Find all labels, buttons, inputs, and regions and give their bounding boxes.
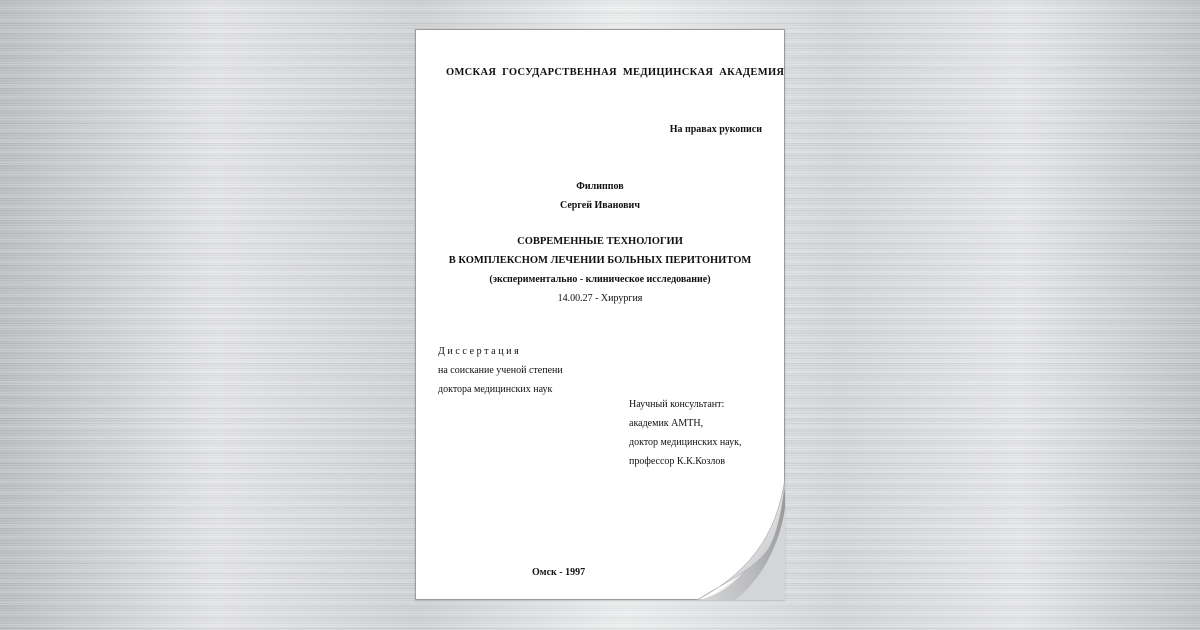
specialty-code: 14.00.27 - Хирургия xyxy=(557,293,643,304)
city-year: Омск - 1997 xyxy=(532,567,586,578)
dissertation-title-line-2: В КОМПЛЕКСНОМ ЛЕЧЕНИИ БОЛЬНЫХ ПЕРИТОНИТОМ xyxy=(448,255,752,266)
advisor-heading: Научный консультант: xyxy=(629,399,725,410)
author-surname: Филиппов xyxy=(576,181,624,192)
author-name: Сергей Иванович xyxy=(560,200,640,211)
advisor-title: академик АМТН, xyxy=(629,418,704,429)
advisor-name: профессор К.К.Козлов xyxy=(629,456,726,467)
dissertation-label: Диссертация xyxy=(438,346,522,357)
degree-line-1: на соискание ученой степени xyxy=(438,365,563,376)
institution-name: ОМСКАЯ ГОСУДАРСТВЕННАЯ МЕДИЦИНСКАЯ АКАДЕМИЯ xyxy=(446,67,785,78)
dissertation-title-line-1: СОВРЕМЕННЫЕ ТЕХНОЛОГИИ xyxy=(517,236,683,247)
degree-line-2: доктора медицинских наук xyxy=(438,384,553,395)
page-curl-decoration xyxy=(695,478,785,600)
document-page xyxy=(415,29,785,600)
manuscript-rights-note: На правах рукописи xyxy=(669,124,762,135)
dissertation-subtitle: (экспериментально - клиническое исследование) xyxy=(489,274,711,285)
advisor-degree: доктор медицинских наук, xyxy=(629,437,742,448)
